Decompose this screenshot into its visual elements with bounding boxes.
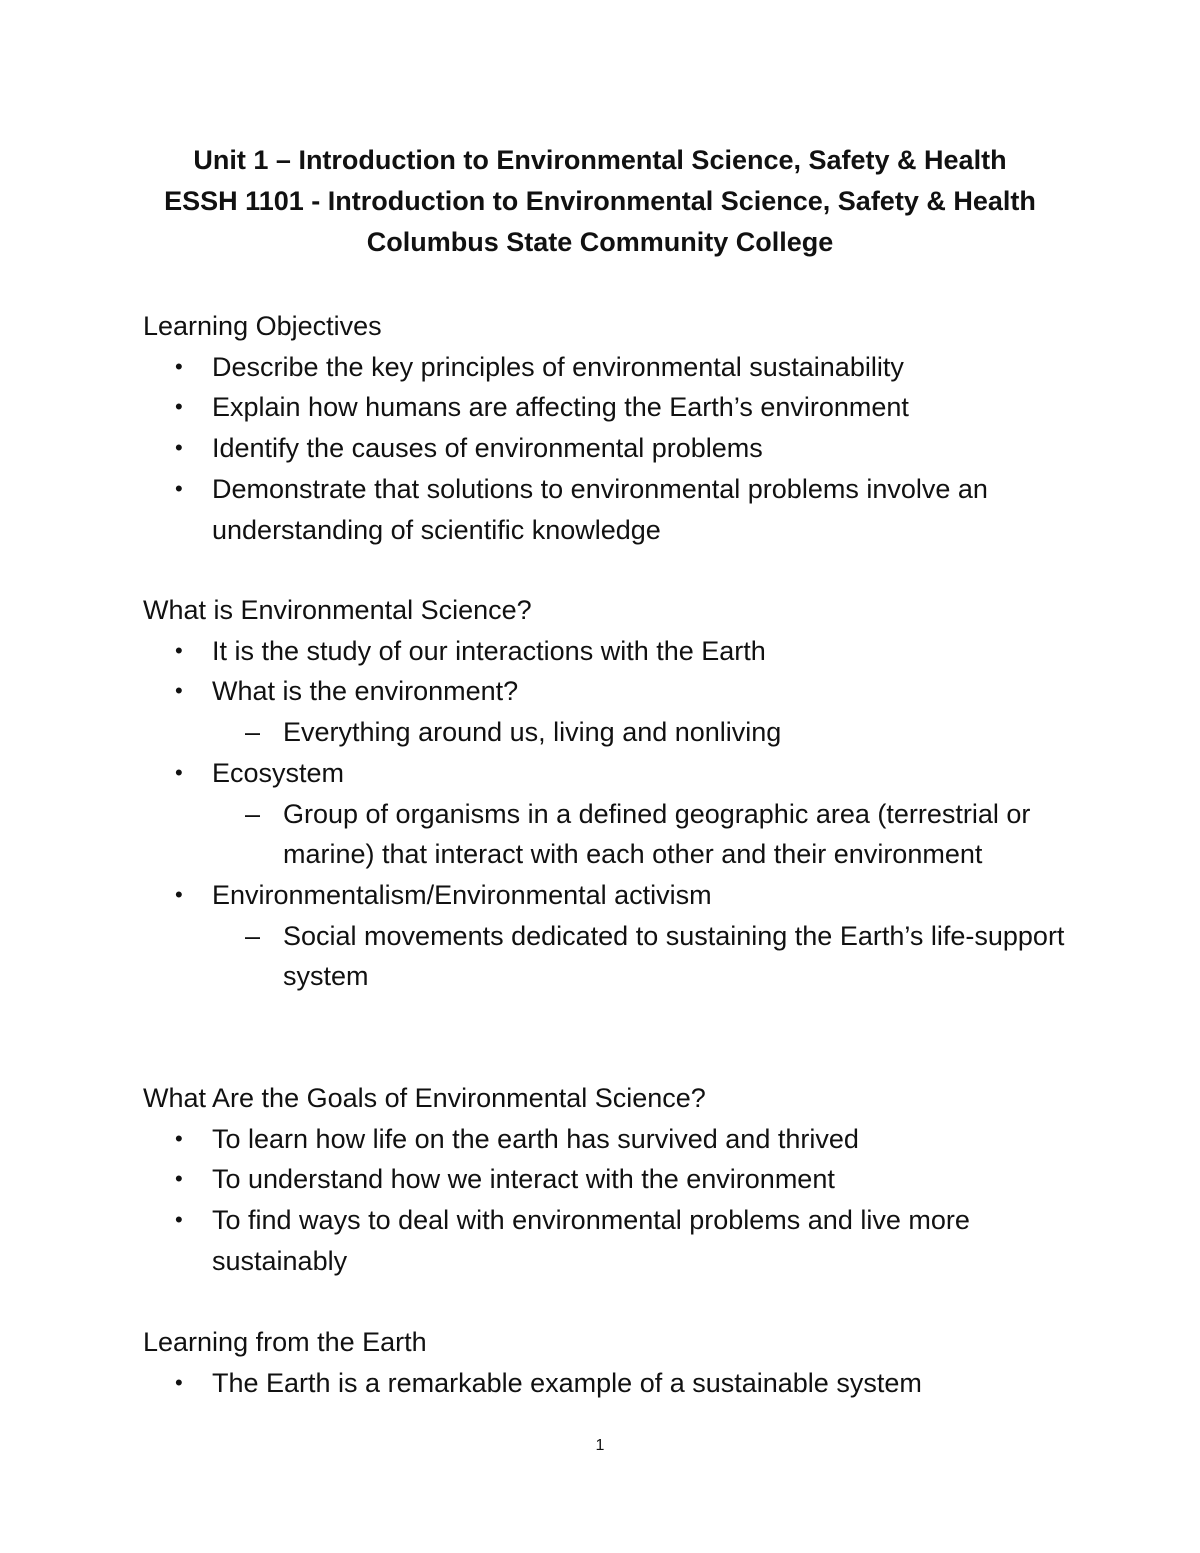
sub-list-item-text: Group of organisms in a defined geographic area (terrestrial or marine) that interact with each other and their environment bbox=[283, 798, 1031, 870]
sub-list-item-text: Everything around us, living and nonliving bbox=[283, 717, 782, 748]
bullet-icon: • bbox=[175, 1166, 183, 1192]
page-number: 1 bbox=[595, 1437, 605, 1454]
bullet-icon: • bbox=[175, 637, 183, 663]
bullet-icon: • bbox=[175, 475, 183, 501]
bullet-icon: • bbox=[175, 881, 183, 907]
sub-list-item-text: Social movements dedicated to sustaining the Earth’s life-support system bbox=[283, 920, 1065, 992]
dash-icon: – bbox=[245, 920, 261, 951]
section-heading: Learning Objectives bbox=[143, 311, 382, 341]
list-item-text: The Earth is a remarkable example of a sustainable system bbox=[212, 1367, 922, 1398]
list-item-text: To learn how life on the earth has survived and thrived bbox=[212, 1123, 859, 1154]
bullet-icon: • bbox=[175, 1369, 183, 1395]
list-item bbox=[143, 1363, 1103, 1404]
sub-list-item bbox=[143, 916, 1103, 997]
section-learning-from-earth bbox=[143, 1322, 1103, 1403]
bullet-icon: • bbox=[175, 394, 183, 420]
sub-list-item bbox=[143, 794, 1103, 875]
section-learning-objectives bbox=[143, 306, 1103, 550]
list-item-text: Identify the causes of environmental problems bbox=[212, 433, 763, 464]
section-goals bbox=[143, 1078, 1103, 1282]
list-item bbox=[143, 671, 1103, 712]
list-item-text: Explain how humans are affecting the Earth’s environment bbox=[212, 392, 909, 423]
section-heading: Learning from the Earth bbox=[143, 1327, 427, 1357]
list-item bbox=[143, 1119, 1103, 1160]
list-item bbox=[143, 387, 1103, 428]
list-item-text: Describe the key principles of environmental sustainability bbox=[212, 351, 904, 382]
section-what-is-environmental-science bbox=[143, 590, 1103, 997]
list-item-text: Demonstrate that solutions to environmental problems involve an understanding of scientific knowledge bbox=[212, 473, 988, 545]
list-item bbox=[143, 631, 1103, 672]
list-item-text: To find ways to deal with environmental problems and live more sustainably bbox=[212, 1205, 970, 1276]
list-item bbox=[143, 875, 1103, 916]
section-heading: What Are the Goals of Environmental Science? bbox=[143, 1083, 706, 1113]
section-heading: What is Environmental Science? bbox=[143, 595, 532, 625]
list-item bbox=[143, 428, 1103, 469]
list-item bbox=[143, 1200, 1103, 1281]
list-item-text: Environmentalism/Environmental activism bbox=[212, 879, 712, 910]
list-item-text: To understand how we interact with the environment bbox=[212, 1164, 835, 1195]
bullet-icon: • bbox=[175, 435, 183, 461]
list-item bbox=[143, 753, 1103, 794]
title-college: Columbus State Community College bbox=[366, 227, 834, 257]
bullet-icon: • bbox=[175, 759, 183, 785]
bullet-icon: • bbox=[175, 1125, 183, 1151]
bullet-icon: • bbox=[175, 1207, 183, 1233]
list-item bbox=[143, 347, 1103, 388]
list-item-text: What is the environment? bbox=[212, 676, 519, 707]
bullet-icon: • bbox=[175, 678, 183, 704]
list-item bbox=[143, 469, 1103, 550]
dash-icon: – bbox=[245, 717, 261, 748]
list-item bbox=[143, 1159, 1103, 1200]
title-course: ESSH 1101 - Introduction to Environmental Science, Safety & Health bbox=[164, 186, 1036, 216]
list-item-text: It is the study of our interactions with the Earth bbox=[212, 635, 766, 666]
bullet-icon: • bbox=[175, 353, 183, 379]
title-unit: Unit 1 – Introduction to Environmental Science, Safety & Health bbox=[193, 145, 1007, 175]
dash-icon: – bbox=[245, 798, 261, 829]
document-title bbox=[0, 140, 1200, 263]
list-item-text: Ecosystem bbox=[212, 757, 345, 788]
sub-list-item bbox=[143, 712, 1103, 753]
